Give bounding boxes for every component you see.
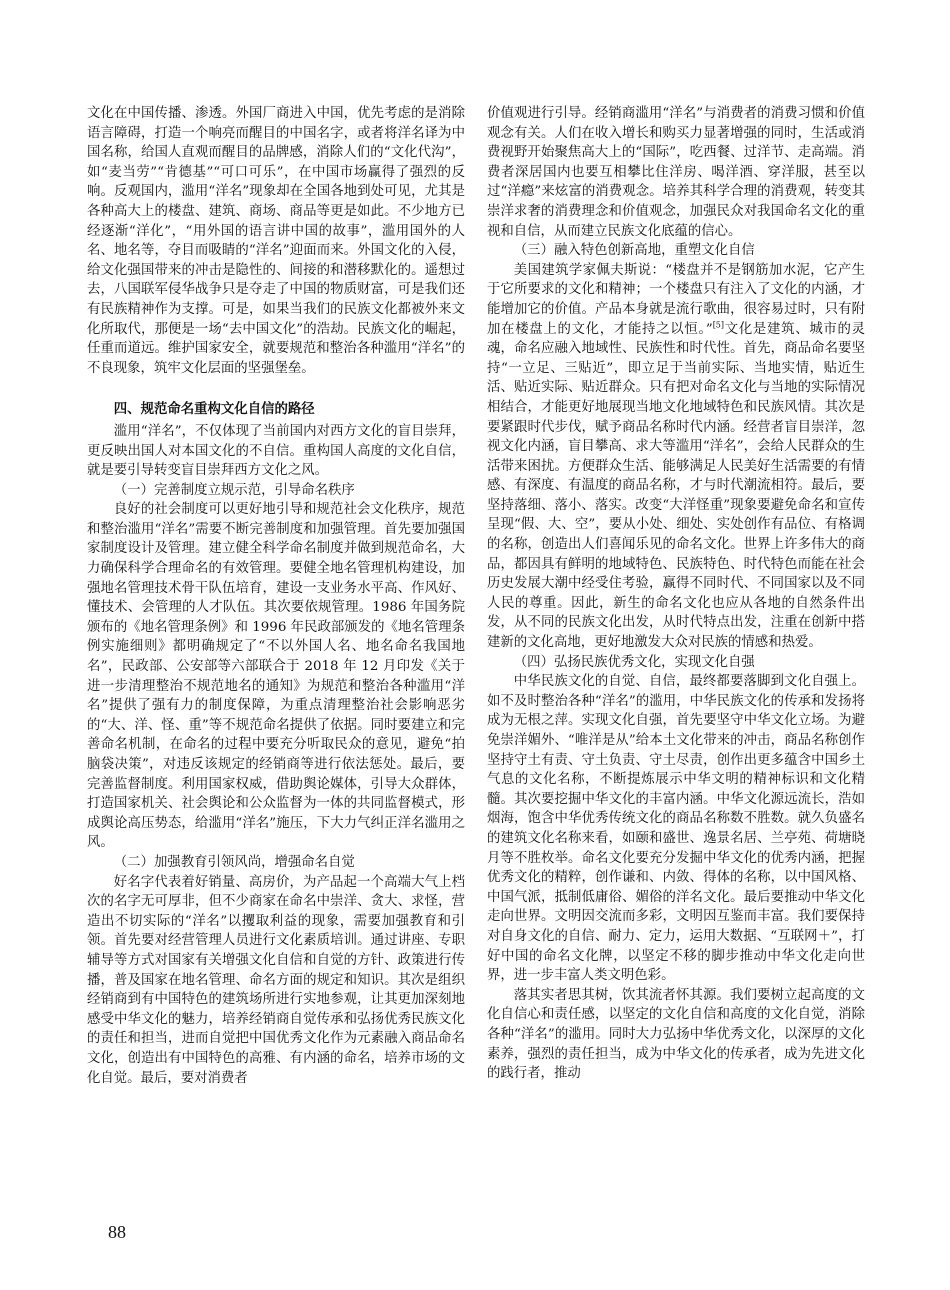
citation-marker: [5] bbox=[712, 320, 725, 330]
paragraph: 落其实者思其树，饮其流者怀其源。我们要树立起高度的文化自信心和责任感，以坚定的文化自信和高度的文化自觉，消除各种“洋名”的滥用。同时大力弘扬中华优秀文化，以深厚的文化素养，强烈的责任担当，成为中华文化的传承者，成为先进文化的践行者，推动 bbox=[487, 987, 865, 1082]
page-number: 88 bbox=[108, 1222, 126, 1242]
paragraph: 良好的社会制度可以更好地引导和规范社会文化秩序，规范和整治滥用“洋名”需要不断完善制度和加强管理。首先要加强国家制度设计及管理。建立健全科学命名制度并做到规范命名，大力确保科学合理命名的有效管理。要健全地名管理机构建设，加强地名管理技术骨干队伍培育，建设一支业务水平高、作风好、懂技术、会管理的人才队伍。其次要依规管理。1986 年国务院颁布的《地名管理条例》和 1996 年民政部颁发的《地名管理条例实施细则》都明确规定了“不以外国人名、地名命名我国地名”，民政部、公安部等六部联合于 2018 年 12 月印发《关于进一步清理整治不规范地名的通知》为规范和整治各种滥用“洋名”提供了强有力的制度保障，为重点清理整治社会影响恶劣的“大、洋、怪、重”等不规范命名提供了依据。同时要建立和完善命名机制，在命名的过程中要充分听取民众的意见，避免“拍脑袋决策”，对违反该规定的经销商等进行依法惩处。最后，要完善监督制度。利用国家权威，借助舆论媒体，引导大众群体，打造国家机关、社会舆论和公众监督为一体的共同监督模式，形成舆论高压势态，给滥用“洋名”施压，下大力气纠正洋名滥用之风。 bbox=[87, 502, 465, 851]
quote-text: 美国建筑学家佩夫斯说：“楼盘并不是钢筋加水泥，它产生于它所要求的文化和精神；一个楼盘只有注入了文化的内涵，才能增加它的价值。产品本身就是流行歌曲，很容易过时，只有附加在楼盘上的文化，才能持之以恒。” bbox=[487, 262, 865, 337]
subsection-heading: （一）完善制度立规示范，引导命名秩序 bbox=[113, 482, 355, 498]
paragraph: 好名字代表着好销量、高房价，为产品起一个高端大气上档次的名字无可厚非，但不少商家在命名中崇洋、贪大、求怪，营造出不切实际的“洋名”以攫取利益的现象，需要加强教育和引领。首先要对经营管理人员进行文化素质培训。通过讲座、专职辅导等方式对国家有关增强文化自信和自觉的方针、政策进行传播，普及国家在地名管理、命名方面的规定和知识。其次是组织经销商到有中国特色的建筑场所进行实地参观，让其更加深刻地感受中华文化的魅力，培养经销商自觉传承和弘扬优秀民族文化的责任和担当，进而自觉把中国优秀文化作为元素融入商品命名文化，创造出有中国特色的高雅、有内涵的命名，培养市场的文化自觉。最后，要对消费者 bbox=[87, 874, 465, 1086]
subsection-heading: （二）加强教育引领风尚，增强命名自觉 bbox=[113, 854, 355, 870]
paragraph: 滥用“洋名”，不仅体现了当前国内对西方文化的盲目崇拜，更反映出国人对本国文化的不自信。重构国人高度的文化自信，就是要引导转变盲目崇拜西方文化之风。 bbox=[87, 423, 465, 479]
paragraph: 文化在中国传播、渗透。外国厂商进入中国，优先考虑的是消除语言障碍，打造一个响亮而醒目的中国名字，或者将洋名译为中国名称，给国人直观而醒目的品牌感，消除人们的“文化代沟”，如“麦当劳”“肯德基”“可口可乐”，在中国市场赢得了强烈的反响。反观国内，滥用“洋名”现象却在全国各地到处可见，尤其是各种高大上的楼盘、建筑、商场、商品等更是如此。不少地方已经逐渐“洋化”，“用外国的语言讲中国的故事”，滥用国外的人名、地名等，夺目而吸睛的“洋名”迎面而来。外国文化的入侵，给文化强国带来的冲击是隐性的、间接的和潜移默化的。遥想过去，八国联军侵华战争只是夺走了中国的物质财富，可是我们还有民族精神作为支撑。可是，如果当我们的民族文化都被外来文化所取代，那便是一场“去中国文化”的浩劫。民族文化的崛起，任重而道远。维护国家安全，就要规范和整治各种滥用“洋名”的不良现象，筑牢文化层面的坚强堡垒。 bbox=[87, 106, 465, 376]
subsection-heading: （四）弘扬民族优秀文化，实现文化自强 bbox=[513, 654, 755, 670]
left-column bbox=[87, 104, 465, 1088]
paragraph: 价值观进行引导。经销商滥用“洋名”与消费者的消费习惯和价值观念有关。人们在收入增长和购买力显著增强的同时，生活或消费视野开始聚焦高大上的“国际”，吃西餐、过洋节、走高端。消费者深居国内也要互相攀比住洋房、喝洋酒、穿洋服，甚至以过“洋瘾”来炫富的消费观念。培养其科学合理的消费观，转变其崇洋求奢的消费理念和价值观念，加强民众对我国命名文化的重视和自信，从而建立民族文化底蕴的信心。 bbox=[487, 106, 865, 239]
right-column bbox=[487, 104, 865, 1084]
section-heading: 四、规范命名重构文化自信的路径 bbox=[113, 402, 315, 418]
paragraph: 中华民族文化的自觉、自信，最终都要落脚到文化自强上。如不及时整治各种“洋名”的滥用，中华民族文化的传承和发扬将成为无根之萍。实现文化自强，首先要坚守中华文化立场。为避免崇洋媚外、“唯洋是从”给本土文化带来的冲击，商品名称创作坚持守土有责、守土负责、守土尽责，创作出更多蕴含中国乡土气息的文化名称，不断提炼展示中华文明的精神标识和文化精髓。其次要挖掘中华文化的丰富内涵。中华文化源远流长，浩如烟海，饱含中华优秀传统文化的商品名称数不胜数。就久负盛名的建筑文化名称来看，如颐和盛世、逸景名居、兰亭苑、荷塘晓月等不胜枚举。命名文化要充分发掘中华文化的优秀内涵，把握优秀文化的精粹，创作谦和、内敛、得体的名称，以中国风格、中国气派，抵制低庸俗、媚俗的洋名文化。最后要推动中华文化走向世界。文明因交流而多彩，文明因互鉴而丰富。我们要保持对自身文化的自信、耐力、定力，运用大数据、“互联网＋”，打好中国的命名文化牌，以坚定不移的脚步推动中华文化走向世界，进一步丰富人类文明色彩。 bbox=[487, 674, 865, 984]
paragraph-text: 文化是建筑、城市的灵魂，命名应融入地域性、民族性和时代性。首先，商品命名要坚持“一立足、三贴近”，即立足于当前实际、当地实情，贴近生活、贴近实际、贴近群众。只有把对命名文化与当地的实际情况相结合，才能更好地展现当地文化地域特色和民族风情。其次是要紧跟时代步伐，赋予商品名称时代内涵。经营者盲目崇洋，忽视文化内涵，盲目攀高、求大等滥用“洋名”，会给人民群众的生活带来困扰。方便群众生活、能够满足人民美好生活需要的有情感、有深度、有温度的商品名称，才与时代潮流相符。最后，要坚持落细、落小、落实。改变“大洋怪重”现象要避免命名和宣传呈现“假、大、空”，要从小处、细处、实处创作有品位、有格调的名称，创造出人们喜闻乐见的命名文化。世界上许多伟大的商品，都因具有鲜明的地域特色、民族特色、时代特色而能在社会历史发展大潮中经受住考验，赢得不同时代、不同国家以及不同人民的尊重。因此，新生的命名文化也应从各地的自然条件出发，从不同的民族文化出发，从时代特点出发，注重在创新中搭建新的文化高地，更好地激发大众对民族的情感和热爱。 bbox=[487, 321, 865, 651]
subsection-heading: （三）融入特色创新高地，重塑文化自信 bbox=[513, 243, 755, 259]
paragraph bbox=[487, 261, 865, 653]
